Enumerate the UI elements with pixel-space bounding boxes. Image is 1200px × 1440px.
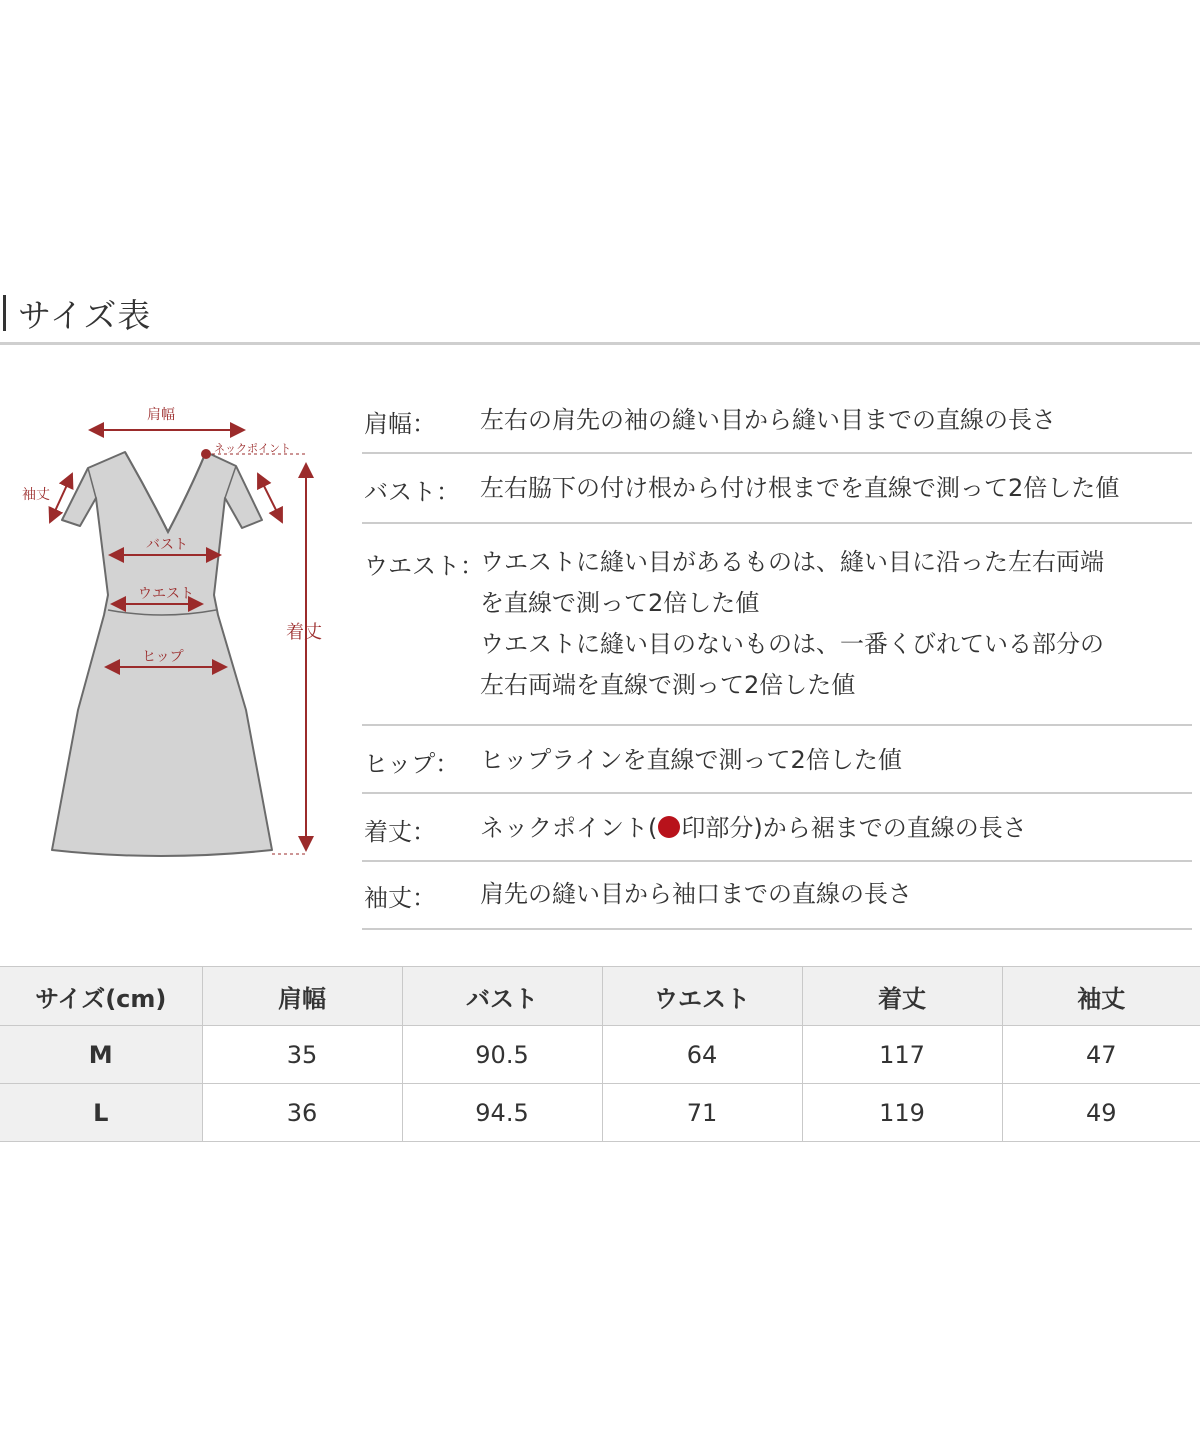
definition-term: 着丈： [364, 818, 436, 846]
column-header-bust: バスト [402, 967, 602, 1026]
table-row [0, 1026, 1200, 1084]
label-shoulder: 肩幅 [147, 407, 175, 423]
column-header-size: サイズ(cm) [0, 967, 202, 1026]
definition-term: 肩幅： [364, 410, 436, 438]
measurement-definitions [362, 392, 1192, 930]
page-title: サイズ表 [18, 296, 152, 335]
neck-point-dot-icon [658, 816, 680, 838]
definition-text [480, 808, 1027, 848]
definition-text: ヒップラインを直線で測って2倍した値 [480, 746, 902, 774]
table-cell: 35 [202, 1026, 402, 1084]
definition-text: 左右の肩先の袖の縫い目から縫い目までの直線の長さ [480, 406, 1056, 434]
definition-waist [362, 524, 1192, 726]
definition-text-before: ネックポイント( [480, 814, 658, 842]
label-waist: ウエスト [138, 586, 194, 602]
table-cell: 119 [802, 1084, 1002, 1142]
size-label: M [0, 1026, 202, 1084]
table-cell: 36 [202, 1084, 402, 1142]
table-cell: 90.5 [402, 1026, 602, 1084]
definition-term: 袖丈： [364, 884, 436, 912]
label-hip: ヒップ [142, 649, 184, 665]
column-header-waist: ウエスト [602, 967, 802, 1026]
column-header-sleeve: 袖丈 [1002, 967, 1200, 1026]
sleeve-measure-right [258, 474, 282, 522]
table-row [0, 1084, 1200, 1142]
definition-length [362, 794, 1192, 862]
heading-bar [3, 295, 6, 331]
label-bust: バスト [146, 537, 188, 553]
size-table [0, 966, 1200, 1142]
definition-term: ヒップ： [364, 750, 460, 778]
definition-text: 肩先の縫い目から袖口までの直線の長さ [480, 880, 912, 908]
table-cell: 64 [602, 1026, 802, 1084]
table-cell: 47 [1002, 1026, 1200, 1084]
definition-text: を直線で測って2倍した値 [480, 589, 760, 617]
definition-term: バスト： [364, 478, 460, 506]
definition-text: 左右脇下の付け根から付け根までを直線で測って2倍した値 [480, 474, 1120, 502]
definition-text: ウエストに縫い目のないものは、一番くびれている部分の [480, 630, 1104, 658]
table-cell: 117 [802, 1026, 1002, 1084]
definition-shoulder [362, 392, 1192, 454]
table-header-row [0, 967, 1200, 1026]
definition-term: ウエスト： [364, 552, 484, 580]
neck-point-dot [201, 449, 211, 459]
definition-text-after: 印部分)から裾までの直線の長さ [681, 814, 1027, 842]
column-header-length: 着丈 [802, 967, 1002, 1026]
definition-text: 左右両端を直線で測って2倍した値 [480, 671, 856, 699]
table-cell: 49 [1002, 1084, 1200, 1142]
definition-bust [362, 454, 1192, 524]
column-header-shoulder: 肩幅 [202, 967, 402, 1026]
heading-rule [0, 342, 1200, 345]
table-cell: 94.5 [402, 1084, 602, 1142]
section-header [0, 285, 1200, 345]
table-cell: 71 [602, 1084, 802, 1142]
size-label: L [0, 1084, 202, 1142]
garment-diagram [0, 380, 350, 900]
definition-hip [362, 726, 1192, 794]
definition-text: ウエストに縫い目があるものは、縫い目に沿った左右両端 [480, 548, 1104, 576]
label-length: 着丈 [286, 622, 322, 643]
definition-sleeve [362, 862, 1192, 930]
label-sleeve: 袖丈 [22, 487, 50, 503]
label-neck-point: ネックポイント [214, 442, 291, 455]
